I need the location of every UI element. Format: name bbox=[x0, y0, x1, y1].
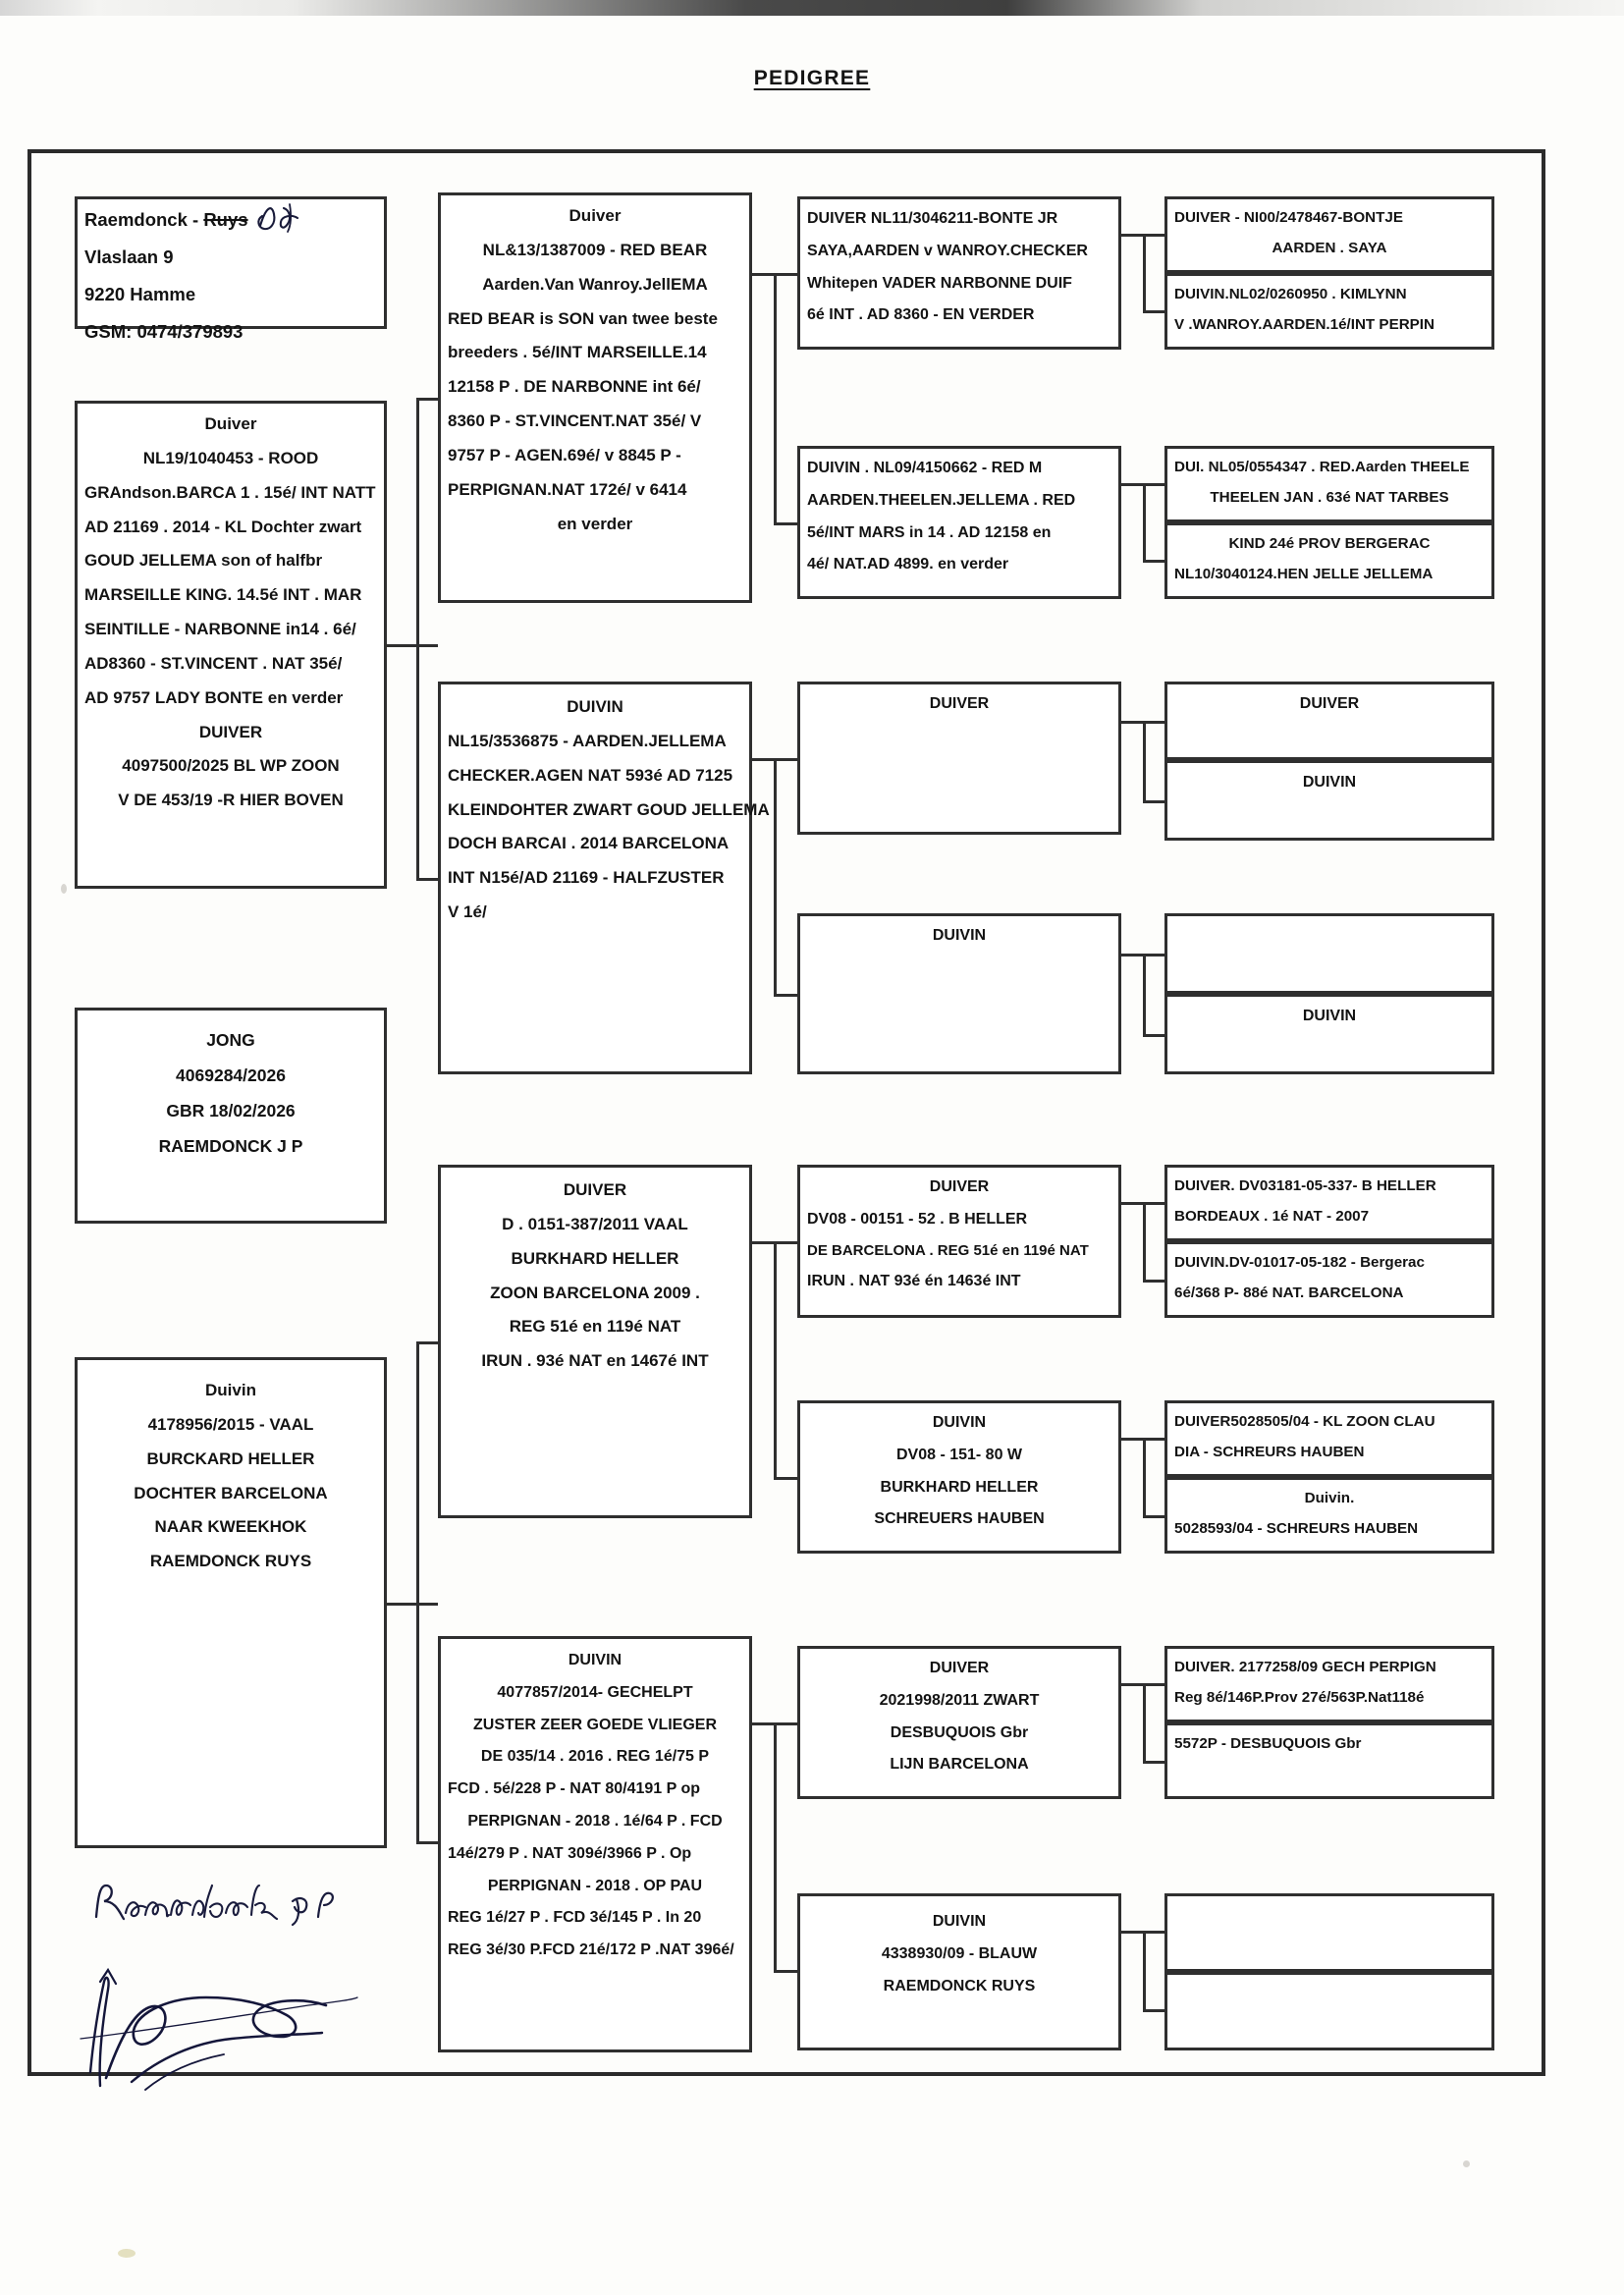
gen3-line: AARDEN.THEELEN.JELLEMA . RED bbox=[807, 491, 1076, 509]
gen2-line: INT N15é/AD 21169 - HALFZUSTER bbox=[448, 868, 725, 888]
gen4-box-b bbox=[1164, 273, 1494, 350]
scan-speck bbox=[118, 2249, 135, 2258]
connector bbox=[1143, 234, 1146, 310]
gen3-line: Whitepen VADER NARBONNE DUIF bbox=[807, 274, 1072, 292]
gen2-line: KLEINDOHTER ZWART GOUD JELLEMA bbox=[448, 799, 770, 819]
gen4-box-e bbox=[1164, 682, 1494, 760]
gen4-line: 5572P - DESBUQUOIS Gbr bbox=[1174, 1735, 1362, 1752]
connector bbox=[1143, 310, 1164, 313]
gen3-label: DUIVER bbox=[929, 695, 990, 712]
gen2-line: 14é/279 P . NAT 309é/3966 P . Op bbox=[448, 1844, 692, 1862]
connector bbox=[416, 1341, 419, 1844]
gen3-line: DV08 - 151- 80 W bbox=[895, 1446, 1023, 1463]
subject-origin: GBR 18/02/2026 bbox=[166, 1101, 296, 1121]
gen4-line: BORDEAUX . 1é NAT - 2007 bbox=[1174, 1207, 1370, 1225]
gen4-box-p bbox=[1164, 1972, 1494, 2050]
connector bbox=[1143, 1515, 1164, 1518]
connector bbox=[387, 1603, 438, 1606]
gen4-line: DUIVER. 2177258/09 GECH PERPIGN bbox=[1174, 1659, 1436, 1675]
connector bbox=[774, 758, 777, 994]
dam-line: RAEMDONCK RUYS bbox=[149, 1552, 312, 1571]
gen2-line: DUIVIN bbox=[568, 1652, 623, 1668]
gen3-line: BURKHARD HELLER bbox=[880, 1478, 1039, 1496]
connector bbox=[1143, 954, 1146, 1034]
connector bbox=[1143, 1034, 1164, 1037]
gen4-label: DUIVIN bbox=[1302, 774, 1357, 791]
dam-dam-box bbox=[438, 1636, 752, 2052]
owner-phone: GSM: 0474/379893 bbox=[84, 321, 244, 343]
dam-line: BURCKARD HELLER bbox=[146, 1448, 315, 1468]
gen4-line: DUIVIN.DV-01017-05-182 - Bergerac bbox=[1174, 1254, 1425, 1271]
owner-name-line bbox=[84, 201, 377, 239]
scan-artifact-top-edge bbox=[0, 0, 1624, 16]
gen4-line: DUI. NL05/0554347 . RED.Aarden THEELE bbox=[1174, 459, 1470, 475]
gen2-line: CHECKER.AGEN NAT 593é AD 7125 bbox=[448, 765, 733, 785]
page-title: PEDIGREE bbox=[753, 67, 871, 89]
connector bbox=[774, 522, 797, 525]
gen3-label: DUIVIN bbox=[932, 927, 987, 944]
sire-line: SEINTILLE - NARBONNE in14 . 6é/ bbox=[84, 620, 356, 639]
subject-box bbox=[75, 1008, 387, 1224]
gen4-line: AARDEN . SAYA bbox=[1272, 239, 1387, 256]
subject-label: JONG bbox=[206, 1030, 255, 1050]
gen2-line: FCD . 5é/228 P - NAT 80/4191 P op bbox=[448, 1780, 700, 1798]
connector bbox=[774, 1970, 797, 1973]
sire-sire-box bbox=[438, 192, 752, 603]
gen2-line: PERPIGNAN - 2018 . OP PAU bbox=[487, 1877, 703, 1894]
gen3-line: DV08 - 00151 - 52 . B HELLER bbox=[807, 1210, 1028, 1228]
gen4-box-o bbox=[1164, 1893, 1494, 1972]
connector bbox=[1143, 560, 1164, 563]
gen2-line: 12158 P . DE NARBONNE int 6é/ bbox=[448, 377, 701, 397]
gen4-box-l bbox=[1164, 1477, 1494, 1554]
gen3-line: LIJN BARCELONA bbox=[890, 1756, 1029, 1774]
sire-line: V DE 453/19 -R HIER BOVEN bbox=[118, 791, 344, 810]
dam-box bbox=[75, 1357, 387, 1848]
sire-line: Duiver bbox=[204, 414, 257, 433]
gen3-line: SCHREUERS HAUBEN bbox=[874, 1510, 1045, 1528]
gen2-line: ZUSTER ZEER GOEDE VLIEGER bbox=[472, 1716, 718, 1733]
gen2-line: IRUN . 93é NAT en 1467é INT bbox=[481, 1351, 709, 1371]
gen3-line: DUIVIN bbox=[932, 1414, 987, 1431]
dam-sire-sire-box bbox=[797, 1165, 1121, 1318]
gen4-line: DUIVER - NI00/2478467-BONTJE bbox=[1174, 209, 1403, 226]
gen2-line: REG 3é/30 P.FCD 21é/172 P .NAT 396é/ bbox=[448, 1941, 734, 1959]
gen3-line: RAEMDONCK RUYS bbox=[883, 1977, 1036, 1994]
subject-breeder: RAEMDONCK J P bbox=[158, 1136, 303, 1157]
owner-info-box bbox=[75, 196, 387, 343]
gen3-line: 6é INT . AD 8360 - EN VERDER bbox=[807, 306, 1035, 324]
connector bbox=[416, 1841, 440, 1844]
gen3-line: 4é/ NAT.AD 4899. en verder bbox=[807, 556, 1009, 574]
gen2-line: RED BEAR is SON van twee beste bbox=[448, 308, 718, 328]
gen4-box-j bbox=[1164, 1241, 1494, 1318]
sire-line: DUIVER bbox=[198, 722, 263, 741]
gen3-line: DE BARCELONA . REG 51é en 119é NAT bbox=[807, 1241, 1089, 1259]
dam-dam-sire-box bbox=[797, 1646, 1121, 1799]
gen2-line: 9757 P - AGEN.69é/ v 8845 P - bbox=[448, 445, 681, 464]
gen4-box-h bbox=[1164, 994, 1494, 1074]
gen3-line: 2021998/2011 ZWART bbox=[879, 1691, 1040, 1709]
gen3-line: IRUN . NAT 93é én 1463é INT bbox=[807, 1273, 1021, 1290]
connector bbox=[416, 398, 419, 879]
gen4-box-m bbox=[1164, 1646, 1494, 1722]
connector bbox=[774, 994, 797, 997]
sire-dam-dam-box bbox=[797, 913, 1121, 1074]
gen2-line: PERPIGNAN - 2018 . 1é/64 P . FCD bbox=[467, 1812, 723, 1830]
dam-line: NAAR KWEEKHOK bbox=[154, 1517, 307, 1537]
gen4-box-n bbox=[1164, 1722, 1494, 1799]
gen4-box-i bbox=[1164, 1165, 1494, 1241]
gen2-line: BURKHARD HELLER bbox=[511, 1248, 679, 1268]
connector bbox=[1143, 1202, 1146, 1280]
connector bbox=[416, 1341, 440, 1344]
gen4-box-k bbox=[1164, 1400, 1494, 1477]
gen4-box-d bbox=[1164, 522, 1494, 599]
connector bbox=[387, 644, 438, 647]
gen3-line: DUIVER bbox=[929, 1178, 990, 1195]
connector bbox=[774, 1241, 777, 1477]
gen4-box-c bbox=[1164, 446, 1494, 522]
gen2-line: Duiver bbox=[568, 206, 622, 225]
gen4-label: DUIVER bbox=[1299, 695, 1360, 712]
gen2-line: DE 035/14 . 2016 . REG 1é/75 P bbox=[480, 1748, 710, 1766]
sire-line: NL19/1040453 - ROOD bbox=[142, 448, 319, 467]
connector bbox=[1143, 800, 1164, 803]
connector bbox=[1143, 1761, 1164, 1764]
connector bbox=[1143, 721, 1146, 800]
gen2-line: breeders . 5é/INT MARSEILLE.14 bbox=[448, 343, 707, 362]
gen4-line: V .WANROY.AARDEN.1é/INT PERPIN bbox=[1174, 315, 1435, 333]
gen3-line: 4338930/09 - BLAUW bbox=[881, 1944, 1038, 1962]
dam-sire-dam-box bbox=[797, 1400, 1121, 1554]
gen2-line: 8360 P - ST.VINCENT.NAT 35é/ V bbox=[448, 411, 702, 431]
connector bbox=[1143, 1438, 1146, 1515]
gen3-line: SAYA,AARDEN v WANROY.CHECKER bbox=[807, 242, 1088, 259]
gen2-line: DUIVIN bbox=[567, 697, 623, 716]
connector bbox=[1143, 2009, 1164, 2012]
sire-line: GOUD JELLEMA son of halfbr bbox=[84, 551, 323, 571]
sire-sire-sire-box bbox=[797, 196, 1121, 350]
gen2-line: V 1é/ bbox=[448, 902, 487, 922]
gen2-line: REG 1é/27 P . FCD 3é/145 P . In 20 bbox=[448, 1909, 702, 1927]
gen4-line: DUIVER5028505/04 - KL ZOON CLAU bbox=[1174, 1413, 1435, 1430]
dam-line: 4178956/2015 - VAAL bbox=[147, 1414, 314, 1434]
gen2-line: NL15/3536875 - AARDEN.JELLEMA bbox=[448, 731, 727, 750]
gen4-label: DUIVIN bbox=[1302, 1008, 1357, 1024]
scan-speck bbox=[1463, 2160, 1470, 2167]
gen4-line: Duivin. bbox=[1304, 1490, 1355, 1506]
dam-sire-box bbox=[438, 1165, 752, 1518]
gen2-line: PERPIGNAN.NAT 172é/ v 6414 bbox=[448, 479, 687, 499]
handwritten-signature bbox=[77, 1962, 410, 2100]
gen2-line: en verder bbox=[557, 514, 633, 533]
gen2-line: Aarden.Van Wanroy.JellEMA bbox=[482, 274, 708, 294]
sire-dam-sire-box bbox=[797, 682, 1121, 835]
gen2-line: 4077857/2014- GECHELPT bbox=[497, 1683, 693, 1701]
gen3-line: DUIVIN . NL09/4150662 - RED M bbox=[807, 460, 1043, 476]
gen4-box-g bbox=[1164, 913, 1494, 994]
gen4-line: Reg 8é/146P.Prov 27é/563P.Nat118é bbox=[1174, 1688, 1425, 1706]
owner-city: 9220 Hamme bbox=[84, 284, 196, 305]
gen4-line: THEELEN JAN . 63é NAT TARBES bbox=[1210, 488, 1449, 506]
gen4-line: DUIVIN.NL02/0260950 . KIMLYNN bbox=[1174, 286, 1407, 302]
sire-line: AD 21169 . 2014 - KL Dochter zwart bbox=[84, 517, 362, 536]
gen4-line: NL10/3040124.HEN JELLE JELLEMA bbox=[1174, 565, 1434, 582]
gen2-line: DUIVER bbox=[563, 1180, 627, 1199]
sire-line: AD8360 - ST.VINCENT . NAT 35é/ bbox=[84, 653, 343, 673]
owner-name-printed: Raemdonck - bbox=[84, 209, 199, 230]
signature-name bbox=[86, 1874, 371, 1939]
sire-line: 4097500/2025 BL WP ZOON bbox=[122, 756, 340, 776]
gen3-line: DUIVIN bbox=[932, 1913, 987, 1930]
gen3-line: DUIVER NL11/3046211-BONTE JR bbox=[807, 210, 1058, 227]
dam-line: Duivin bbox=[205, 1381, 256, 1399]
gen4-line: DIA - SCHREURS HAUBEN bbox=[1174, 1443, 1365, 1460]
dam-line: DOCHTER BARCELONA bbox=[134, 1483, 328, 1503]
connector bbox=[1143, 1280, 1164, 1283]
gen3-line: 5é/INT MARS in 14 . AD 12158 en bbox=[807, 523, 1052, 541]
sire-sire-dam-box bbox=[797, 446, 1121, 599]
sire-line: MARSEILLE KING. 14.5é INT . MAR bbox=[84, 585, 362, 605]
connector bbox=[1143, 1931, 1146, 2009]
subject-ring: 4069284/2026 bbox=[176, 1066, 286, 1086]
gen4-line: 5028593/04 - SCHREURS HAUBEN bbox=[1174, 1519, 1419, 1537]
gen4-line: DUIVER. DV03181-05-337- B HELLER bbox=[1174, 1177, 1436, 1194]
gen4-line: 6é/368 P- 88é NAT. BARCELONA bbox=[1174, 1284, 1404, 1301]
owner-handwritten-initials bbox=[248, 196, 317, 236]
gen2-line: ZOON BARCELONA 2009 . bbox=[490, 1283, 700, 1302]
gen2-line: REG 51é en 119é NAT bbox=[509, 1317, 681, 1337]
connector bbox=[1143, 1683, 1146, 1761]
connector bbox=[1143, 483, 1146, 560]
sire-line: GRAndson.BARCA 1 . 15é/ INT NATT bbox=[84, 482, 376, 502]
connector bbox=[774, 1722, 777, 1970]
dam-dam-dam-box bbox=[797, 1893, 1121, 2050]
gen3-line: DESBUQUOIS Gbr bbox=[890, 1723, 1029, 1741]
sire-box bbox=[75, 401, 387, 889]
connector bbox=[416, 398, 440, 401]
connector bbox=[774, 1477, 797, 1480]
gen4-line: KIND 24é PROV BERGERAC bbox=[1228, 535, 1431, 552]
connector bbox=[774, 273, 777, 522]
gen3-line: DUIVER bbox=[929, 1660, 990, 1676]
gen2-line: DOCH BARCAI . 2014 BARCELONA bbox=[448, 834, 730, 853]
gen2-line: D . 0151-387/2011 VAAL bbox=[502, 1214, 688, 1233]
sire-line: AD 9757 LADY BONTE en verder bbox=[84, 687, 344, 707]
owner-address: Vlaslaan 9 bbox=[84, 246, 174, 268]
gen2-line: NL&13/1387009 - RED BEAR bbox=[482, 240, 708, 259]
sire-dam-box bbox=[438, 682, 770, 1074]
gen4-box-a bbox=[1164, 196, 1494, 273]
connector bbox=[416, 878, 440, 881]
gen4-box-f bbox=[1164, 760, 1494, 841]
owner-name-struck: Ruys bbox=[203, 209, 248, 230]
